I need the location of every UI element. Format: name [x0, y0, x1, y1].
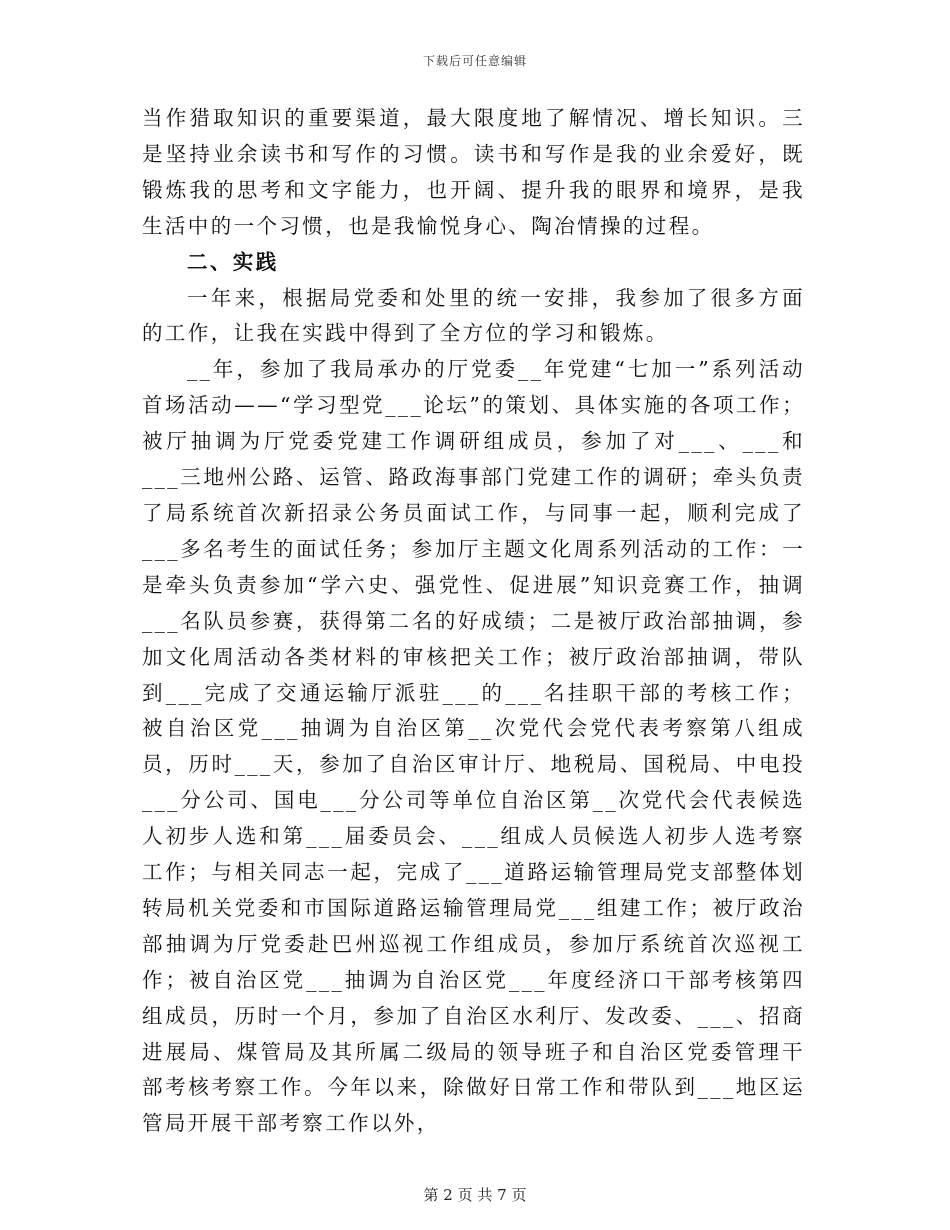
section-heading-practice: 二、实践	[187, 249, 279, 274]
paragraph-practice-intro: 一年来，根据局党委和处里的统一安排，我参加了很多方面的工作，让我在实践中得到了全方位的学习和锻炼。	[142, 285, 805, 346]
paragraph-work-details: __年，参加了我局承办的厅党委__年党建“七加一”系列活动首场活动——“学习型党___论坛”的策划、具体实施的各项工作；被厅抽调为厅党委党建工作调研组成员，参加了对___、___和___三地州公路、运管、路政海事部门党建工作的调研；牵头负责了局系统首次新招录公务员面试工作，与同事一起，顺利完成了___多名考生的面试任务；参加厅主题文化周系列活动的工作：一是牵头负责参加“学六史、强党性、促进展”知识竞赛工作，抽调___名队员参赛，获得第二名的好成绩；二是被厅政治部抽调，参加文化周活动各类材料的审核把关工作；被厅政治部抽调，带队到___完成了交通运输厅派驻___的___名挂职干部的考核工作；被自治区党___抽调为自治区第__次党代会党代表考察第八组成员，历时___天，参加了自治区审计厅、地税局、国税局、中电投___分公司、国电___分公司等单位自治区第__次党代会代表候选人初步人选和第___届委员会、___组成人员候选人初步人选考察工作；与相关同志一起，完成了___道路运输管理局党支部整体划转局机关党委和市国际道路运输管理局党___组建工作；被厅政治部抽调为厅党委赴巴州巡视工作组成员，参加厅系统首次巡视工作；被自治区党___抽调为自治区党___年度经济口干部考核第四组成员，历时一个月，参加了自治区水利厅、发改委、___、招商进展局、煤管局及其所属二级局的领导班子和自治区党委管理干部考核考察工作。今年以来，除做好日常工作和带队到___地区运管局开展干部考察工作以外，	[142, 357, 805, 1136]
page-number-footer: 第 2 页 共 7 页	[423, 1186, 527, 1204]
paragraph-reading-habits: 当作猎取知识的重要渠道，最大限度地了解情况、增长知识。三是坚持业余读书和写作的习惯。读书和写作是我的业余爱好，既锻炼我的思考和文字能力，也开阔、提升我的眼界和境界，是我生活中的一个习惯，也是我愉悦身心、陶冶情操的过程。	[142, 106, 805, 238]
document-body	[142, 101, 805, 1142]
page-header: 下载后可任意编辑	[422, 54, 527, 68]
